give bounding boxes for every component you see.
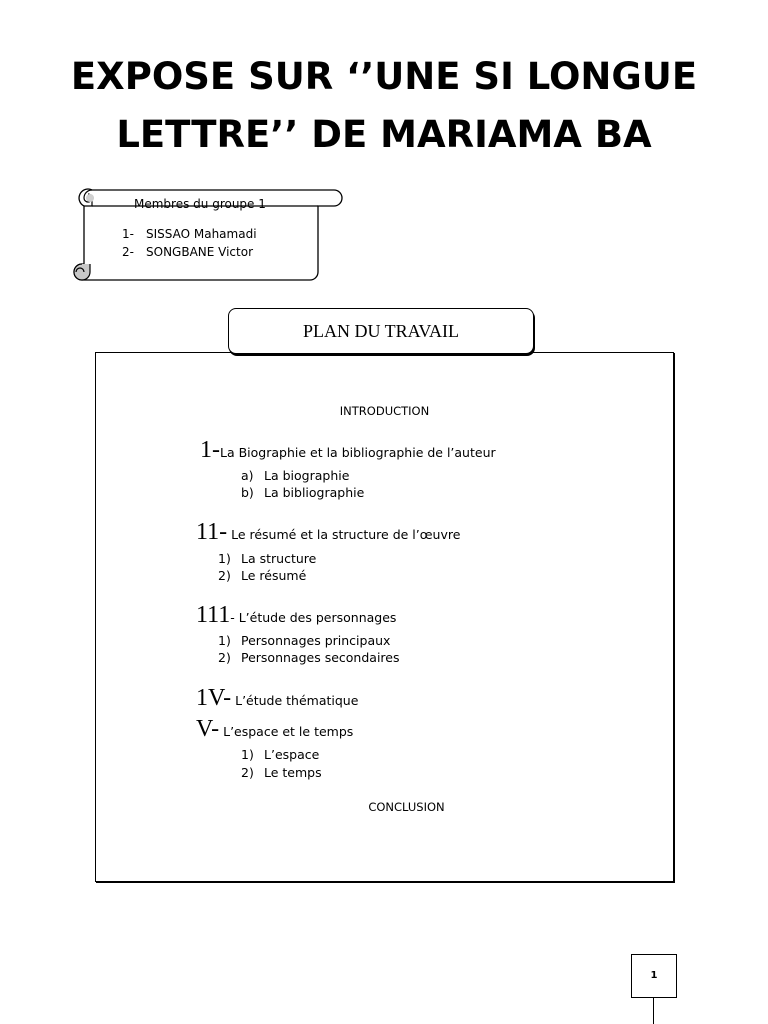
- section-3-item-1: [218, 633, 390, 648]
- section-3-item-1-text: Personnages principaux: [241, 633, 391, 648]
- section-5-numeral: V-: [196, 716, 220, 742]
- section-2-numeral: 11-: [196, 519, 228, 545]
- section-4-title: L’étude thématique: [231, 693, 359, 708]
- section-5-item-1-text: L’espace: [264, 747, 320, 762]
- section-5-title: L’espace et le temps: [219, 724, 354, 739]
- section-2-title: Le résumé et la structure de l’œuvre: [227, 527, 461, 542]
- section-2-item-1-text: La structure: [241, 551, 317, 566]
- section-5-item-1-marker: 1): [241, 747, 254, 762]
- group-members-scroll: [62, 186, 346, 286]
- section-1-title: La Biographie et la bibliographie de l’auteur: [220, 445, 496, 460]
- conclusion-label: CONCLUSION: [368, 800, 445, 814]
- section-1-item-1-text: La biographie: [264, 468, 350, 483]
- section-1-item-1: [241, 468, 349, 483]
- section-1-numeral: 1-: [200, 437, 220, 463]
- page-number-connector: [653, 997, 654, 1024]
- section-3-numeral: 111: [196, 602, 231, 628]
- section-2-item-2: [218, 568, 306, 583]
- plan-header: PLAN DU TRAVAIL: [228, 308, 534, 354]
- member-1: [122, 227, 257, 241]
- plan-content-box: [95, 352, 674, 882]
- section-1-item-1-marker: a): [241, 468, 254, 483]
- title-line-1: EXPOSE SUR ‘’UNE SI LONGUE: [70, 55, 698, 98]
- section-2-item-2-text: Le résumé: [241, 568, 307, 583]
- member-2-name: SONGBANE Victor: [146, 245, 254, 259]
- group-heading: Membres du groupe 1: [134, 197, 266, 211]
- section-5-item-2-marker: 2): [241, 765, 254, 780]
- section-2-item-1-marker: 1): [218, 551, 231, 566]
- section-4-heading: [196, 685, 358, 712]
- member-2-number: 2-: [122, 245, 134, 259]
- section-5-item-2-text: Le temps: [264, 765, 322, 780]
- section-3-heading: [196, 602, 396, 629]
- section-3-item-2-marker: 2): [218, 650, 231, 665]
- member-1-name: SISSAO Mahamadi: [146, 227, 257, 241]
- section-3-item-2-text: Personnages secondaires: [241, 650, 400, 665]
- section-2-item-2-marker: 2): [218, 568, 231, 583]
- introduction-label: INTRODUCTION: [339, 404, 430, 418]
- section-1-item-2-text: La bibliographie: [264, 485, 365, 500]
- section-1-item-2: [241, 485, 364, 500]
- section-1-item-2-marker: b): [241, 485, 254, 500]
- section-5-heading: [196, 716, 353, 743]
- section-3-item-1-marker: 1): [218, 633, 231, 648]
- title-line-2: LETTRE’’ DE MARIAMA BA: [116, 113, 652, 156]
- section-5-item-1: [241, 747, 319, 762]
- section-2-item-1: [218, 551, 316, 566]
- section-4-numeral: 1V-: [196, 685, 232, 711]
- section-2-heading: [196, 519, 460, 546]
- member-2: [122, 245, 253, 259]
- document-title: [0, 48, 768, 164]
- section-5-item-2: [241, 765, 322, 780]
- section-1-heading: [200, 437, 496, 464]
- page-number: 1: [631, 954, 677, 998]
- member-1-number: 1-: [122, 227, 134, 241]
- section-3-title: - L’étude des personnages: [230, 610, 397, 625]
- section-3-item-2: [218, 650, 399, 665]
